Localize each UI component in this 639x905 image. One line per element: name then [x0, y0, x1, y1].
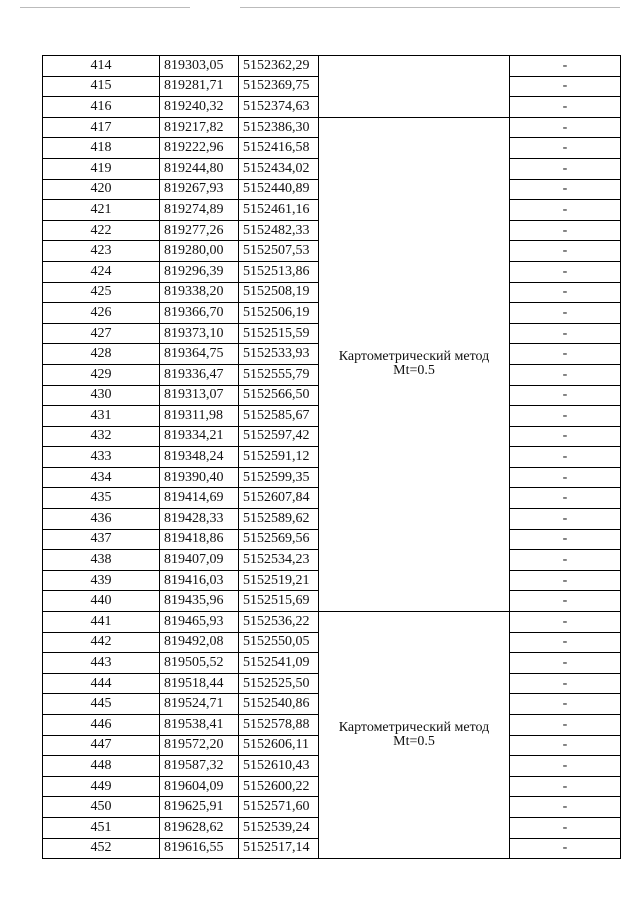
description-cell: -: [510, 447, 621, 468]
point-number: 415: [43, 76, 160, 97]
description-cell: -: [510, 241, 621, 262]
coordinate-y: 5152434,02: [239, 158, 319, 179]
description-cell: -: [510, 838, 621, 859]
coordinate-x: 819407,09: [160, 550, 239, 571]
coordinate-x: 819625,91: [160, 797, 239, 818]
coordinate-y: 5152569,56: [239, 529, 319, 550]
coordinate-y: 5152362,29: [239, 56, 319, 77]
point-number: 436: [43, 509, 160, 530]
coordinate-y: 5152599,35: [239, 467, 319, 488]
point-number: 419: [43, 158, 160, 179]
coordinate-x: 819505,52: [160, 653, 239, 674]
description-cell: -: [510, 426, 621, 447]
description-cell: -: [510, 282, 621, 303]
description-cell: -: [510, 612, 621, 633]
description-cell: -: [510, 385, 621, 406]
point-number: 438: [43, 550, 160, 571]
coordinate-y: 5152369,75: [239, 76, 319, 97]
coordinate-x: 819572,20: [160, 735, 239, 756]
coordinate-y: 5152607,84: [239, 488, 319, 509]
point-number: 441: [43, 612, 160, 633]
coordinate-x: 819518,44: [160, 673, 239, 694]
coordinate-x: 819418,86: [160, 529, 239, 550]
point-number: 431: [43, 406, 160, 427]
coordinate-y: 5152585,67: [239, 406, 319, 427]
coordinate-y: 5152610,43: [239, 756, 319, 777]
point-number: 425: [43, 282, 160, 303]
description-cell: -: [510, 632, 621, 653]
table-row: [43, 612, 621, 633]
coordinate-y: 5152578,88: [239, 715, 319, 736]
description-cell: -: [510, 117, 621, 138]
point-number: 426: [43, 303, 160, 324]
coordinate-x: 819524,71: [160, 694, 239, 715]
coordinate-x: 819538,41: [160, 715, 239, 736]
point-number: 416: [43, 97, 160, 118]
point-number: 430: [43, 385, 160, 406]
description-cell: -: [510, 158, 621, 179]
point-number: 447: [43, 735, 160, 756]
coordinates-table: [42, 55, 621, 859]
description-cell: -: [510, 261, 621, 282]
point-number: 429: [43, 364, 160, 385]
coordinate-y: 5152525,50: [239, 673, 319, 694]
description-cell: -: [510, 406, 621, 427]
description-cell: -: [510, 56, 621, 77]
point-number: 437: [43, 529, 160, 550]
coordinate-x: 819277,26: [160, 220, 239, 241]
point-number: 423: [43, 241, 160, 262]
coordinate-x: 819217,82: [160, 117, 239, 138]
point-number: 427: [43, 323, 160, 344]
coordinate-y: 5152600,22: [239, 776, 319, 797]
coordinate-y: 5152606,11: [239, 735, 319, 756]
point-number: 451: [43, 817, 160, 838]
table-row: [43, 117, 621, 138]
coordinate-x: 819587,32: [160, 756, 239, 777]
point-number: 442: [43, 632, 160, 653]
coordinate-y: 5152513,86: [239, 261, 319, 282]
coordinate-y: 5152374,63: [239, 97, 319, 118]
point-number: 433: [43, 447, 160, 468]
description-cell: -: [510, 179, 621, 200]
coordinate-x: 819303,05: [160, 56, 239, 77]
coordinate-y: 5152461,16: [239, 200, 319, 221]
coordinate-x: 819616,55: [160, 838, 239, 859]
point-number: 440: [43, 591, 160, 612]
description-cell: -: [510, 303, 621, 324]
coordinate-y: 5152591,12: [239, 447, 319, 468]
method-accuracy: Mt=0.5: [393, 734, 435, 750]
coordinate-y: 5152508,19: [239, 282, 319, 303]
coordinate-y: 5152540,86: [239, 694, 319, 715]
coordinate-x: 819296,39: [160, 261, 239, 282]
point-number: 434: [43, 467, 160, 488]
coordinate-x: 819336,47: [160, 364, 239, 385]
coordinate-y: 5152515,69: [239, 591, 319, 612]
coordinate-y: 5152589,62: [239, 509, 319, 530]
description-cell: -: [510, 797, 621, 818]
coordinate-y: 5152506,19: [239, 303, 319, 324]
coordinate-y: 5152555,79: [239, 364, 319, 385]
point-number: 450: [43, 797, 160, 818]
method-cell: [319, 117, 510, 611]
point-number: 443: [43, 653, 160, 674]
point-number: 432: [43, 426, 160, 447]
coordinate-y: 5152536,22: [239, 612, 319, 633]
point-number: 420: [43, 179, 160, 200]
description-cell: -: [510, 200, 621, 221]
coordinate-x: 819414,69: [160, 488, 239, 509]
coordinate-x: 819390,40: [160, 467, 239, 488]
coordinate-x: 819416,03: [160, 570, 239, 591]
description-cell: -: [510, 817, 621, 838]
point-number: 417: [43, 117, 160, 138]
description-cell: -: [510, 97, 621, 118]
point-number: 446: [43, 715, 160, 736]
description-cell: -: [510, 220, 621, 241]
point-number: 418: [43, 138, 160, 159]
coordinate-y: 5152571,60: [239, 797, 319, 818]
coordinate-x: 819281,71: [160, 76, 239, 97]
coordinate-x: 819364,75: [160, 344, 239, 365]
method-cell: [319, 56, 510, 118]
coordinate-x: 819428,33: [160, 509, 239, 530]
coordinate-y: 5152517,14: [239, 838, 319, 859]
point-number: 448: [43, 756, 160, 777]
coordinate-x: 819373,10: [160, 323, 239, 344]
description-cell: -: [510, 323, 621, 344]
coordinate-x: 819240,32: [160, 97, 239, 118]
description-cell: -: [510, 467, 621, 488]
coordinate-x: 819338,20: [160, 282, 239, 303]
coordinate-y: 5152416,58: [239, 138, 319, 159]
coordinate-x: 819366,70: [160, 303, 239, 324]
coordinate-y: 5152519,21: [239, 570, 319, 591]
method-cell: [319, 612, 510, 859]
coordinate-x: 819311,98: [160, 406, 239, 427]
coordinate-x: 819465,93: [160, 612, 239, 633]
coordinate-x: 819313,07: [160, 385, 239, 406]
coordinate-y: 5152533,93: [239, 344, 319, 365]
table-row: [43, 56, 621, 77]
coordinate-x: 819274,89: [160, 200, 239, 221]
coordinate-x: 819334,21: [160, 426, 239, 447]
description-cell: -: [510, 509, 621, 530]
point-number: 422: [43, 220, 160, 241]
point-number: 445: [43, 694, 160, 715]
description-cell: -: [510, 76, 621, 97]
header-rule-right: [240, 7, 620, 8]
header-rule-left: [20, 7, 190, 8]
coordinate-y: 5152566,50: [239, 385, 319, 406]
point-number: 414: [43, 56, 160, 77]
description-cell: -: [510, 694, 621, 715]
coordinate-y: 5152550,05: [239, 632, 319, 653]
description-cell: -: [510, 756, 621, 777]
method-accuracy: Mt=0.5: [393, 363, 435, 379]
coordinate-y: 5152507,53: [239, 241, 319, 262]
point-number: 452: [43, 838, 160, 859]
description-cell: -: [510, 653, 621, 674]
description-cell: -: [510, 364, 621, 385]
coordinate-y: 5152541,09: [239, 653, 319, 674]
coordinate-x: 819435,96: [160, 591, 239, 612]
description-cell: -: [510, 138, 621, 159]
description-cell: -: [510, 550, 621, 571]
point-number: 421: [43, 200, 160, 221]
coordinate-x: 819604,09: [160, 776, 239, 797]
description-cell: -: [510, 344, 621, 365]
description-cell: -: [510, 673, 621, 694]
description-cell: -: [510, 529, 621, 550]
coordinate-x: 819244,80: [160, 158, 239, 179]
point-number: 444: [43, 673, 160, 694]
description-cell: -: [510, 735, 621, 756]
description-cell: -: [510, 488, 621, 509]
coordinate-y: 5152515,59: [239, 323, 319, 344]
method-name: Картометрический метод: [338, 349, 490, 365]
point-number: 435: [43, 488, 160, 509]
coordinate-y: 5152440,89: [239, 179, 319, 200]
description-cell: -: [510, 591, 621, 612]
coordinate-y: 5152386,30: [239, 117, 319, 138]
point-number: 449: [43, 776, 160, 797]
method-name: Картометрический метод: [338, 720, 490, 736]
coordinate-x: 819222,96: [160, 138, 239, 159]
description-cell: -: [510, 715, 621, 736]
coordinates-table-body: [43, 56, 621, 859]
point-number: 428: [43, 344, 160, 365]
coordinate-x: 819492,08: [160, 632, 239, 653]
coordinate-x: 819348,24: [160, 447, 239, 468]
coordinate-y: 5152534,23: [239, 550, 319, 571]
point-number: 424: [43, 261, 160, 282]
coordinate-x: 819628,62: [160, 817, 239, 838]
coordinate-y: 5152597,42: [239, 426, 319, 447]
point-number: 439: [43, 570, 160, 591]
description-cell: -: [510, 776, 621, 797]
coordinate-y: 5152539,24: [239, 817, 319, 838]
coordinate-x: 819280,00: [160, 241, 239, 262]
description-cell: -: [510, 570, 621, 591]
coordinate-x: 819267,93: [160, 179, 239, 200]
coordinate-y: 5152482,33: [239, 220, 319, 241]
